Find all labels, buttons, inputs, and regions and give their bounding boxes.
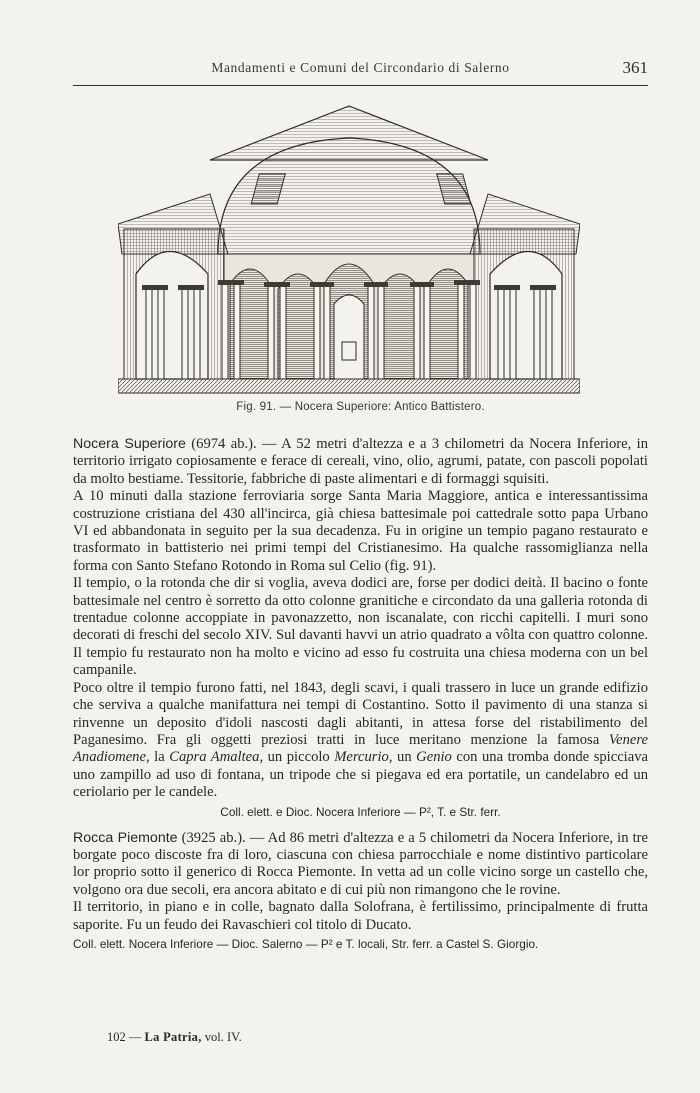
figure-caption: Fig. 91. — Nocera Superiore: Antico Battistero.	[236, 401, 485, 413]
article-body	[73, 436, 648, 952]
paragraph-santa-maria: A 10 minuti dalla stazione ferroviaria sorge Santa Maria Maggiore, antica e interessantissima costruzione cristiana del 430 all'incirca, già chiesa battesimale poi cattedrale sotto papa Urbano VI ed abbandonata in seguito per la sua decadenza. Fu in origine un tempio pagano restaurato e trasformato in battisterio nei primi tempi del Cristianesimo. Ha qualche rassomiglianza nella forma con Santo Stefano Rotondo in Roma sul Celio (fig. 91).	[73, 488, 648, 574]
footer-work-title: La Patria,	[144, 1030, 202, 1044]
page-header	[73, 58, 648, 82]
paragraph-rocca-intro	[73, 830, 648, 900]
rocca-intro-text: (3925 ab.). — Ad 86 metri d'altezza e a 5 chilometri da Nocera Inferiore, in tre borgate poco discoste fra di loro, ciascuna con chiesa parrocchiale e nome distintivo particolare lor proprio sotto il generico di Rocca Piemonte. In vetta ad un colle vicino sorge un castello che, volgono ora due secoli, era ancora abitato e di cui più non rimangono che le rovine.	[73, 829, 649, 898]
scavi-text-b: , la	[145, 749, 170, 766]
paragraph-nocera-intro	[73, 436, 648, 488]
italic-venere: Venere Anadiomene	[73, 731, 648, 766]
scavi-text-d: , un	[388, 749, 417, 766]
scavi-text-a: Poco oltre il tempio furono fatti, nel 1843, degli scavi, i quali trassero in luce un grande edifizio che serviva a qualche manifattura nei tempi di Costantino. Sotto il pavimento di una stanza si rinvenne un deposito d'idoli nascosti dagli abitanti, in attesa forse del ristabilimento del Paganesimo. Fra gli oggetti preziosi tratti in luce meritano menzione la famosa	[73, 679, 648, 748]
footer-sheet: 102 —	[107, 1030, 142, 1044]
paragraph-tempio: Il tempio, o la rotonda che dir si voglia, aveva dodici are, forse per dodici deità. Il bacino o fonte battesimale nel centro è sorretto da otto colonne granitiche e circondato da una galleria rotonda di trentadue colonne accoppiate in pavonazzetto, non iscanalate, con ricchi capitelli. I muri sono decorati di freschi del secolo XIV. Sul davanti havvi un atrio quadrato a vôlta con quattro colonne. Il tempio fu restaurato non ha molto e vicino ad esso fu costruita una chiesa moderna con un bel campanile.	[73, 575, 648, 679]
header-rule	[73, 85, 648, 86]
italic-capra: Capra Amaltea	[169, 749, 260, 766]
nocera-intro-text: (6974 ab.). — A 52 metri d'altezza e a 3 chilometri da Nocera Inferiore, in territorio irrigato copiosamente e ferace di cereali, vino, olio, agrumi, patate, con pascoli popolati da molto bestiame. Tessitorie, fabbriche di paste alimentari e di formaggi squisiti.	[73, 436, 648, 487]
scavi-text-c: , un piccolo	[259, 749, 335, 766]
page-number: 361	[622, 58, 648, 77]
italic-genio: Genio	[416, 749, 452, 766]
page-footer	[107, 1030, 242, 1045]
section-title-nocera-superiore: Nocera Superiore	[73, 436, 186, 452]
admin-note-rocca: Coll. elett. Nocera Inferiore — Dioc. Salerno — P² e T. locali, Str. ferr. a Castel S. Giorgio.	[73, 936, 539, 951]
paragraph-scavi	[73, 680, 648, 802]
baptistery-engraving	[118, 104, 580, 394]
scavi-text-e: con una tromba donde spicciava uno zampillo ad uso di fontana, un tripode che si piegava ed era portatile, un candelabro ed un ceriolario per le candele.	[73, 749, 648, 801]
section-title-rocca-piemonte: Rocca Piemonte	[73, 829, 178, 846]
paragraph-territorio: Il territorio, in piano e in colle, bagnato dalla Solofrana, è fertilissimo, principalmente di frutta saporite. Fu un feudo dei Ravaschieri col titolo di Ducato.	[73, 899, 648, 933]
italic-mercurio: Mercurio	[334, 749, 389, 766]
running-title: Mandamenti e Comuni del Circondario di Salerno	[211, 60, 510, 75]
admin-note-nocera: Coll. elett. e Dioc. Nocera Inferiore — P², T. e Str. ferr.	[220, 804, 501, 819]
footer-volume: vol. IV.	[204, 1030, 242, 1044]
